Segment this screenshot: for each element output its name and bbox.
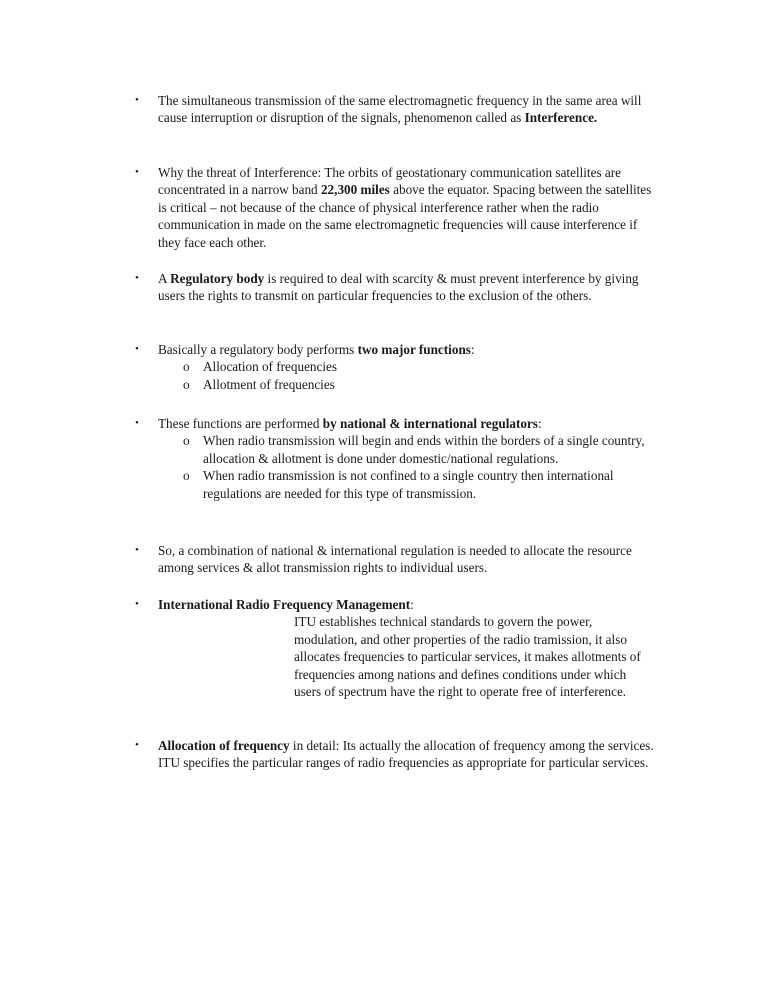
paragraph-text: : bbox=[537, 416, 542, 431]
bullet-marker: • bbox=[135, 739, 139, 751]
bullet-two-major-functions bbox=[135, 341, 663, 393]
sub-item bbox=[158, 467, 663, 502]
bullet-marker: • bbox=[135, 166, 139, 178]
sub-item-text: When radio transmission is not confined to a single country then international regulations are needed for this type of transmission. bbox=[203, 468, 614, 501]
bullet-marker: • bbox=[135, 272, 139, 284]
sub-marker: o bbox=[183, 376, 190, 392]
bold-term: Interference. bbox=[524, 110, 598, 126]
bold-term: 22,300 miles bbox=[320, 182, 390, 198]
bullet-marker: • bbox=[135, 598, 139, 610]
paragraph-text: : bbox=[410, 597, 414, 612]
bold-term: by national & international regulators bbox=[322, 416, 538, 431]
sub-marker: o bbox=[183, 468, 190, 484]
bullet-interference-definition bbox=[135, 92, 663, 127]
bullet-marker: • bbox=[135, 94, 139, 106]
itu-description: ITU establishes technical standards to govern the power, modulation, and other properties of the radio tramission, it also allocates frequencies to particular services, it makes allotments of frequencies among nations and defines conditions under which users of spectrum have the right to operate free of interference. bbox=[294, 614, 641, 700]
bold-term: Regulatory body bbox=[170, 271, 265, 286]
paragraph-text: is required to deal with scarcity & must prevent interference by giving users the rights to transmit on particular frequencies to the exclusion of the others. bbox=[158, 271, 639, 304]
bullet-allocation-of-frequency bbox=[135, 737, 663, 772]
sub-item bbox=[158, 358, 663, 375]
bullet-marker: • bbox=[135, 343, 139, 355]
bullet-regulatory-body bbox=[135, 270, 663, 305]
bold-term: Allocation of frequency bbox=[158, 738, 290, 753]
sub-item-text: Allocation of frequencies bbox=[203, 359, 338, 375]
paragraph-text: So, a combination of national & international regulation is needed to allocate the resource among services & allot transmission rights to individual users. bbox=[158, 543, 632, 576]
bullet-combination-regulation bbox=[135, 542, 663, 577]
paragraph-text: above the equator. Spacing between the satellites is critical – not because of the chance of physical interference rather when the radio communication in made on the same electromagnetic frequencies will cause interference if they face each other. bbox=[158, 182, 652, 250]
paragraph-text: in detail: Its actually the allocation of frequency among the services. ITU specifies the particular ranges of radio frequencies as appropriate for particular services. bbox=[158, 738, 654, 771]
bullet-marker: • bbox=[135, 417, 139, 429]
sub-item bbox=[158, 376, 663, 393]
sub-item bbox=[158, 432, 663, 467]
sub-marker: o bbox=[183, 359, 190, 375]
bold-term: International Radio Frequency Management bbox=[158, 597, 411, 612]
paragraph-text: Basically a regulatory body performs bbox=[158, 342, 358, 357]
bullet-marker: • bbox=[135, 544, 139, 556]
bullet-threat-of-interference bbox=[135, 164, 663, 251]
paragraph-text: : bbox=[470, 342, 475, 357]
sub-marker: o bbox=[183, 433, 190, 449]
paragraph-text: Why the threat of Interference: The orbits of geostationary communication satellites are concentrated in a narrow band bbox=[158, 165, 621, 198]
paragraph-text: A bbox=[158, 271, 171, 286]
bullet-international-rf-management bbox=[135, 596, 663, 700]
sub-item-text: When radio transmission will begin and ends within the borders of a single country, allocation & allotment is done under domestic/national regulations. bbox=[203, 433, 645, 466]
bullet-national-international-regulators bbox=[135, 415, 663, 502]
sub-item-text: Allotment of frequencies bbox=[203, 376, 335, 392]
paragraph-text: These functions are performed bbox=[158, 416, 323, 431]
paragraph-text: The simultaneous transmission of the same electromagnetic frequency in the same area will cause interruption or disruption of the signals, phenomenon called as bbox=[158, 93, 642, 126]
bold-term: two major functions bbox=[357, 342, 471, 357]
